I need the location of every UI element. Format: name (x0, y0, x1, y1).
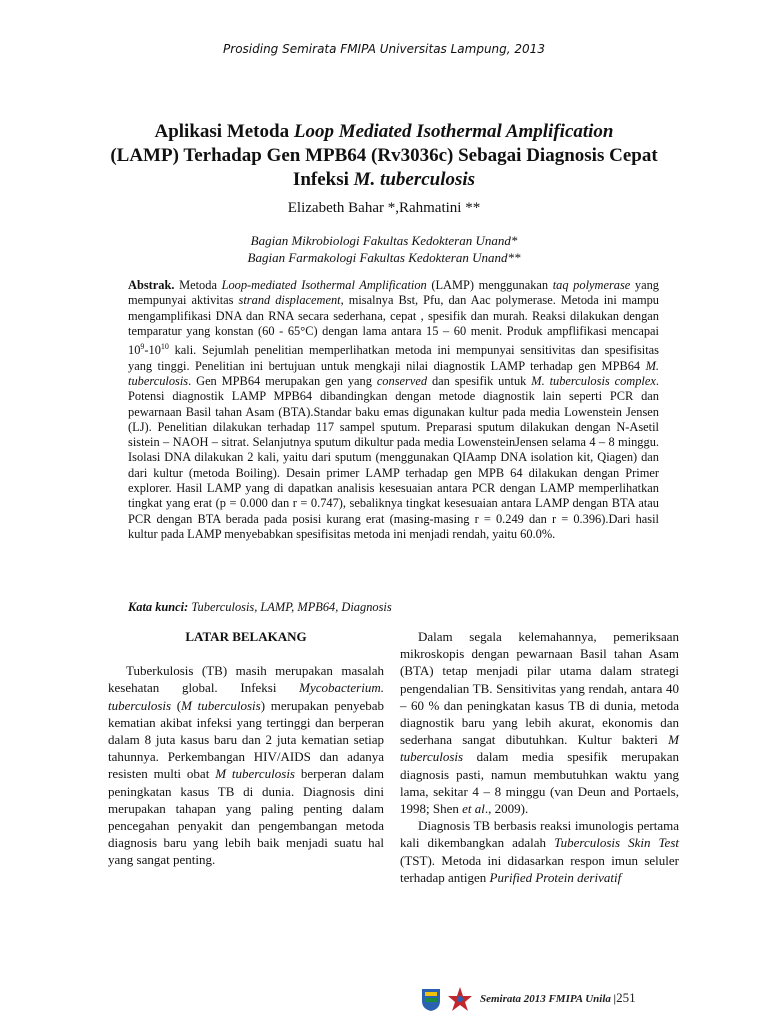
affiliations (0, 232, 768, 266)
keywords-text: Tuberculosis, LAMP, MPB64, Diagnosis (188, 600, 392, 614)
para-italic: et al (462, 801, 485, 817)
paragraph (400, 628, 679, 817)
para-italic: M tuberculosis (181, 697, 261, 713)
para-italic: M tuberculosis (215, 766, 295, 782)
paragraph (108, 662, 384, 868)
abstract-sup: 9 (140, 342, 145, 352)
abstract-text: dan spesifik untuk (427, 373, 532, 388)
para-text: Dalam segala kelemahannya, pemeriksaan mikroskopis dengan pewarnaan Basil tahan Asam (BTA) tetap menjadi pilar utama dalam strategi pengendalian TB. Sensitivitas yang rendah, antara 40 – 60 % dan peningkatan kasus TB di dunia, metoda diagnostik baru yang lebih akurat, ekonomis dan sederhana sangat dibutuhkan. Kultur bakteri (400, 629, 679, 748)
affiliation-2: Bagian Farmakologi Fakultas Kedokteran Unand** (247, 250, 521, 265)
paragraph (400, 817, 679, 886)
abstract-italic: conserved (376, 373, 428, 388)
abstract-sup: 10 (160, 342, 169, 352)
para-text: berperan dalam peningkatan kasus TB di dunia. Diagnosis dini merupakan tahapan yang paling penting dalam pencegahan penyakit dan pengembangan metoda diagnosis baru yang lebih baik menjadi suatu hal yang sangat penting. (108, 766, 385, 868)
column-left (108, 628, 384, 869)
para-text: dalam media spesifik merupakan diagnosis pasti, namun membutuhkan waktu yang lama, sekitar 4 – 8 minggu (van Deun and Portaels, 1998; Shen (400, 749, 679, 817)
abstract-text: , misalnya Bst, Pfu, dan Aac polymerase. Metoda ini mampu mengamplifikasi DNA dan RNA secara sederhana, cepat , spesifik dan murah. Reaksi dilakukan dengan temparatur yang konstan (60 - 65°C) dengan lama antara 15 – 60 menit. Produk ampflifikasi mencapai 10 (128, 293, 660, 358)
para-italic: Purified Protein derivatif (489, 869, 622, 885)
para-italic: Tuberculosis Skin Test (554, 835, 679, 851)
abstract-text: Metoda (174, 278, 222, 292)
abstract-italic: Loop-mediated Isothermal Amplification (221, 278, 427, 292)
para-text: ., 2009). (484, 801, 529, 817)
abstract-text: yang mempunyai aktivitas (128, 278, 659, 308)
title-part: Aplikasi Metoda (154, 121, 294, 142)
footer-label: Semirata 2013 FMIPA Unila | (480, 993, 617, 1005)
abstract-text: . Potensi diagnostik LAMP MPB64 dibandingkan dengan metode diagnostik lain seperti PCR dan pewarnaan Basil tahan Asam (BTA).Standar baku emas digunakan kultur pada media Lowenstein Jensen (LJ). Penelitian dilakukan terhadap 117 sampel sputum. Preparasi sputum dilakukan dengan N-Asetil sistein – NAOH – sitrat. Selanjutnya sputum dikultur pada media LowensteinJensen selama 4 – 8 minggu. Isolasi DNA dilakukan 2 kali, yaitu dari sputum (menggunakan QIAamp DNA isolation kit, Qiagen) dan dari kultur (metoda Boiling). Desain primer LAMP terhadap gen MPB 64 dilakukan dengan Primer explorer. Hasil LAMP yang di dapatkan analisis kesesuaian antara PCR dengan LAMP memperlihatkan tingkat yang erat (p = 0.000 dan r = 0.747), sebaliknya tingkat kesesuaian antara LAMP dengan BTA atau PCR dengan BTA berada pada posisi kurang erat (masing-masing r = 0.249 dan r = 0.396).Dari hasil kultur pada LAMP menyebabkan spesifisitas metoda ini menjadi rendah, yaitu 60.0%. (128, 373, 659, 541)
keywords (128, 600, 659, 615)
star-flower-logo-icon (448, 987, 472, 1011)
section-heading: LATAR BELAKANG (185, 629, 307, 644)
affiliation-1: Bagian Mikrobiologi Fakultas Kedokteran Unand* (250, 233, 518, 248)
paper-title (80, 120, 688, 192)
conference-logo (420, 986, 476, 1012)
para-text: (TST). Metoda ini didasarkan respon imun seluler terhadap antigen (400, 852, 679, 885)
column-right (400, 628, 679, 886)
abstract-label: Abstrak. (128, 278, 175, 292)
title-italic: M. tuberculosis (353, 169, 476, 190)
title-italic: Loop Mediated Isothermal Amplification (293, 121, 614, 142)
para-italic: Mycobacterium. tuberculosis (108, 680, 384, 713)
keywords-label: Kata kunci: (128, 600, 189, 614)
abstract (128, 278, 659, 542)
abstract-text: kali. Sejumlah penelitian memperlihatkan metoda ini mempunyai sensitivitas dan spesifisitas yang tinggi. Penelitian ini bertujuan untuk mengkaji nilai diagnostik LAMP terhadap gen MPB64 (128, 343, 659, 373)
para-text: ( (171, 697, 182, 713)
para-text: Diagnosis TB berbasis reaksi imunologis pertama kali dikembangkan adalah (400, 818, 679, 851)
abstract-text: -10 (144, 343, 161, 358)
abstract-text: (LAMP) menggunakan (426, 278, 553, 292)
para-text: Tuberkulosis (TB) masih merupakan masalah kesehatan global. Infeksi (108, 663, 384, 696)
running-header: Prosiding Semirata FMIPA Universitas Lampung, 2013 (223, 42, 545, 56)
shield-logo-icon (422, 989, 440, 1011)
abstract-italic: strand displacement (238, 293, 341, 308)
abstract-italic: taq polymerase (552, 278, 631, 292)
abstract-italic: M. tuberculosis (128, 358, 659, 388)
title-part: (LAMP) Terhadap Gen MPB64 (Rv3036c) Sebagai Diagnosis Cepat Infeksi (110, 145, 658, 190)
page-footer (420, 986, 680, 1012)
authors: Elizabeth Bahar *,Rahmatini ** (287, 200, 481, 216)
abstract-italic: M. tuberculosis complex (531, 373, 656, 388)
para-text: ) merupakan penyebab kematian akibat infeksi yang tertinggi dan berperan dalam 8 juta kasus baru dan 2 juta kematian setiap tahunnya. Perkembangan HIV/AIDS dan adanya resisten multi obat (108, 697, 384, 782)
page-number: 251 (616, 990, 636, 1005)
footer-text (480, 990, 636, 1006)
para-italic: M tuberculosis (400, 732, 679, 765)
abstract-text: . Gen MPB64 merupakan gen yang (188, 373, 377, 388)
